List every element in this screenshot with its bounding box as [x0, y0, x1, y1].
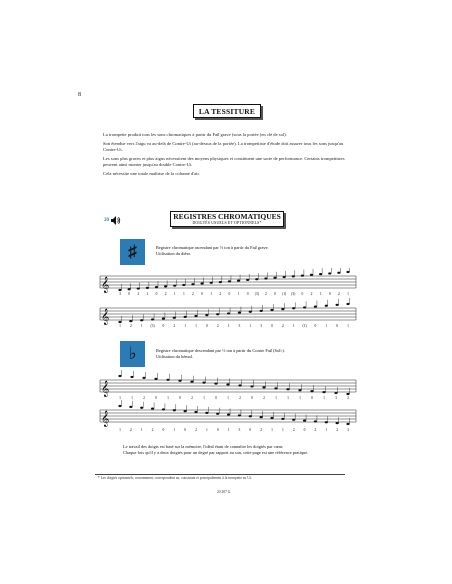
- note-head: [205, 314, 208, 316]
- note-head: [166, 379, 169, 381]
- speaker-icon: [111, 216, 121, 225]
- fingering-label: (3): [150, 324, 155, 328]
- note-head: [286, 388, 289, 390]
- fingering-label: 0: [215, 396, 217, 400]
- note-head: [237, 280, 240, 282]
- flat-icon: ♭: [128, 344, 137, 363]
- fingering-label: 2: [336, 428, 339, 432]
- fingering-label: 3: [347, 428, 349, 432]
- fingering-label: 3: [260, 324, 263, 328]
- note-head: [346, 393, 349, 395]
- descending-description: [156, 348, 356, 360]
- note-head: [270, 309, 273, 311]
- fingering-label: 0: [311, 396, 313, 400]
- fingering-label: (1): [282, 292, 287, 296]
- track-number: 20: [104, 218, 109, 223]
- fingering-label: 2: [173, 324, 176, 328]
- intro-text: [103, 132, 353, 177]
- note-head: [146, 287, 149, 289]
- ascending-description: [156, 245, 356, 257]
- treble-clef-icon: 𝄞: [101, 412, 110, 427]
- fingering-label: 2: [314, 428, 317, 432]
- note-head: [260, 310, 263, 312]
- fingering-label: 3: [238, 324, 241, 328]
- fingering-label: 1: [271, 428, 273, 432]
- note-head: [173, 317, 176, 319]
- note-head: [137, 287, 140, 289]
- fingering-label: 1: [140, 428, 143, 432]
- fingering-label: 0: [179, 396, 181, 400]
- fingering-label: 2: [129, 324, 132, 328]
- fingering-label: 1: [227, 396, 229, 400]
- note-head: [205, 412, 208, 414]
- note-head: [325, 305, 328, 307]
- note-head: [281, 418, 284, 420]
- descending-line-1: Registre chromatique descendant par ½ ton à partir du Contre Fa♯ (Sol♭).: [156, 348, 285, 353]
- fingering-label: 0: [228, 292, 231, 296]
- registres-subtitle: DOIGTÉS USUELS ET OPTIONNELS*: [192, 221, 262, 225]
- note-head: [194, 315, 197, 317]
- note-head: [142, 377, 145, 379]
- fingering-label: 2: [143, 396, 145, 400]
- fingering-label: 0: [216, 428, 219, 432]
- registres-box: [170, 211, 284, 227]
- fingering-label: 3: [119, 292, 121, 296]
- fingering-label: 1: [249, 324, 252, 328]
- note-head: [314, 305, 317, 307]
- fingering-label: 0: [328, 292, 331, 296]
- fingering-label: 1: [173, 292, 176, 296]
- fingering-label: 1: [131, 396, 133, 400]
- note-head: [178, 380, 181, 382]
- fingering-label: 1: [347, 292, 349, 296]
- note-head: [140, 319, 143, 321]
- fingering-label: 2: [347, 396, 349, 400]
- note-head: [155, 286, 158, 288]
- fingering-label: 0: [184, 428, 187, 432]
- fingering-label: 0: [274, 292, 276, 296]
- fingering-label: 0: [246, 292, 249, 296]
- note-head: [214, 382, 217, 384]
- note-head: [274, 387, 277, 389]
- fingering-label: 1: [195, 324, 197, 328]
- fingering-label: 1: [299, 396, 301, 400]
- fingering-label: 2: [219, 292, 222, 296]
- fingering-label: 0: [162, 324, 165, 328]
- note-head: [140, 407, 143, 409]
- fingering-label: 0: [162, 428, 165, 432]
- fingering-label: 1: [275, 396, 277, 400]
- note-head: [200, 282, 203, 284]
- fingering-label: (1): [302, 324, 307, 328]
- note-head: [325, 421, 328, 423]
- treble-clef-icon: 𝄞: [101, 278, 110, 293]
- fingering-label: 0: [201, 292, 203, 296]
- fingering-label: 0: [205, 324, 208, 328]
- fingering-label: 0: [271, 324, 273, 328]
- fingering-label: 1: [319, 292, 322, 296]
- note-head: [301, 275, 304, 277]
- fingering-label: 2: [195, 428, 197, 432]
- fingering-label: 1: [325, 324, 328, 328]
- note-head: [249, 415, 252, 417]
- note-head: [118, 405, 121, 407]
- fingering-label: 1: [227, 428, 230, 432]
- descending-staff-2: [98, 398, 358, 442]
- note-head: [118, 321, 121, 323]
- fingering-label: 0: [303, 428, 306, 432]
- note-head: [328, 272, 331, 274]
- note-head: [337, 272, 340, 274]
- fingering-label: 1: [210, 292, 213, 296]
- fingering-label: 2: [216, 324, 219, 328]
- fingering-label: 1: [281, 428, 284, 432]
- intro-paragraph: Son étendue vers l'aigu va au-delà de Contre-Ut (au-dessus de la portée). La trompettiste d'étude doit assurer tous les sons jusqu'au Contre-Ut.: [103, 141, 344, 152]
- intro-paragraph: Les sons plus graves et plus aigus nécessitent des moyens physiques et constituent une sorte de performance. Certains trompettistes peuvent ainsi monter jusqu'au double Contre-Ut.: [103, 156, 345, 167]
- note-head: [162, 408, 165, 410]
- note-head: [162, 317, 165, 319]
- note-head: [129, 320, 132, 322]
- note-head: [164, 285, 167, 287]
- note-head: [129, 406, 132, 408]
- fingering-label: 0: [249, 428, 252, 432]
- note-head: [184, 316, 187, 318]
- note-head: [228, 280, 231, 282]
- fingering-label: 0: [155, 396, 157, 400]
- fingering-label: 1: [119, 324, 121, 328]
- fingering-label: (3): [291, 292, 296, 296]
- footer-code: 20 287 G.: [217, 490, 232, 494]
- note-head: [298, 389, 301, 391]
- fingering-label: 1: [119, 428, 121, 432]
- note-head: [310, 274, 313, 276]
- note-head: [238, 384, 241, 386]
- outro-line-2: Chaque fois qu'il y a deux doigtés pour un degré par rapport au son, cette page est une référence pratique.: [123, 450, 309, 455]
- note-head: [264, 277, 267, 279]
- fingering-label: 2: [263, 396, 265, 400]
- fingering-label: 1: [325, 428, 328, 432]
- ascending-staff-2: [98, 296, 358, 336]
- fingering-label: 1: [292, 324, 295, 328]
- intro-paragraph: La trompette produit tous les sons chromatiques à partir du Fa♯ grave (sous la portée (en clé de sol).: [103, 132, 287, 137]
- fingering-label: 2: [129, 428, 132, 432]
- note-head: [216, 413, 219, 415]
- note-head: [283, 276, 286, 278]
- fingering-label: 2: [281, 324, 284, 328]
- fingering-label: 3: [335, 396, 337, 400]
- fingering-label: 1: [227, 324, 230, 328]
- note-head: [128, 288, 131, 290]
- note-head: [292, 419, 295, 421]
- note-head: [227, 413, 230, 415]
- fingering-label: 1: [205, 428, 208, 432]
- fingering-label: 3: [238, 428, 241, 432]
- note-head: [227, 312, 230, 314]
- page-number: 8: [78, 92, 81, 98]
- fingering-label: 2: [292, 428, 295, 432]
- note-head: [191, 283, 194, 285]
- note-head: [219, 281, 222, 283]
- note-head: [262, 386, 265, 388]
- note-head: [255, 278, 258, 280]
- note-head: [322, 391, 325, 393]
- fingering-label: 2: [337, 292, 340, 296]
- note-head: [118, 375, 121, 377]
- note-head: [226, 383, 229, 385]
- note-head: [182, 284, 185, 286]
- fingering-label: 1: [184, 324, 187, 328]
- note-head: [292, 275, 295, 277]
- fingering-label: (3): [254, 292, 259, 296]
- fingering-label: 1: [237, 292, 240, 296]
- note-head: [346, 423, 349, 425]
- fingering-label: 1: [287, 396, 289, 400]
- fingering-label: 1: [167, 396, 169, 400]
- fingering-label: 2: [260, 428, 263, 432]
- ascending-line-1: Registre chromatique ascendant par ½ ton à partir du Fa♯ grave.: [156, 245, 269, 250]
- fingering-label: 1: [203, 396, 205, 400]
- fingering-label: 2: [239, 396, 241, 400]
- note-head: [151, 318, 154, 320]
- treble-clef-icon: 𝄞: [101, 382, 110, 397]
- note-head: [319, 273, 322, 275]
- note-head: [118, 289, 121, 291]
- fingering-label: 2: [151, 428, 154, 432]
- treble-clef-icon: 𝄞: [101, 310, 110, 325]
- page-title: LA TESSITURE: [198, 106, 256, 116]
- note-head: [173, 409, 176, 411]
- note-head: [250, 385, 253, 387]
- footnote-rule: [95, 474, 345, 475]
- note-head: [216, 313, 219, 315]
- fingering-label: 1: [323, 396, 325, 400]
- fingering-label: 1: [140, 324, 143, 328]
- fingering-label: 0: [301, 292, 304, 296]
- fingering-label: 1: [347, 324, 349, 328]
- note-head: [238, 311, 241, 313]
- section-title-box: [193, 104, 261, 118]
- note-head: [336, 304, 339, 306]
- note-head: [334, 392, 337, 394]
- fingering-label: 0: [336, 324, 339, 328]
- note-head: [130, 376, 133, 378]
- outro-text: [123, 444, 333, 456]
- note-head: [238, 414, 241, 416]
- fingering-label: 2: [191, 396, 193, 400]
- ascending-line-2: Utilisation du dièse.: [156, 251, 192, 256]
- fingering-label: 0: [155, 292, 158, 296]
- note-head: [336, 422, 339, 424]
- registres-title: REGISTRES CHROMATIQUES: [173, 212, 281, 221]
- note-head: [281, 308, 284, 310]
- note-head: [210, 282, 213, 284]
- sharp-icon: ♯: [128, 242, 137, 261]
- fingering-label: 2: [265, 292, 267, 296]
- note-head: [310, 390, 313, 392]
- note-head: [151, 407, 154, 409]
- fingering-label: 1: [146, 292, 149, 296]
- fingering-label: 1: [119, 396, 121, 400]
- note-head: [346, 303, 349, 305]
- fingering-label: 1: [182, 292, 185, 296]
- note-head: [303, 306, 306, 308]
- fingering-label: 0: [251, 396, 253, 400]
- fingering-label: 1: [173, 428, 176, 432]
- note-head: [154, 378, 157, 380]
- note-head: [346, 271, 349, 273]
- fingering-label: 2: [137, 292, 140, 296]
- fingering-label: 0: [314, 324, 317, 328]
- outro-line-1: Le travail des doigts est basé sur la mémoire, l'idéal étant de connaître les doigtés par cœur.: [123, 444, 284, 449]
- note-head: [273, 277, 276, 279]
- note-head: [194, 411, 197, 413]
- note-head: [270, 417, 273, 419]
- note-head: [249, 311, 252, 313]
- note-head: [303, 419, 306, 421]
- intro-paragraph: Cela nécessite une totale maîtrise de la colonne d'air.: [103, 171, 200, 176]
- fingering-label: 2: [164, 292, 167, 296]
- note-head: [246, 279, 249, 281]
- note-head: [292, 307, 295, 309]
- fingering-label: 0: [128, 292, 131, 296]
- flat-symbol-box: [120, 341, 145, 367]
- fingering-label: 2: [192, 292, 194, 296]
- note-head: [260, 416, 263, 418]
- note-head: [314, 420, 317, 422]
- footnote: * Les doigtés optionnels, couramment, correspondent au, consistant et principalement à la trompette en Ut.: [98, 476, 252, 480]
- note-head: [184, 410, 187, 412]
- note-head: [173, 285, 176, 287]
- fingering-label: 2: [310, 292, 313, 296]
- descending-line-2: Utilisation du bémol.: [156, 354, 194, 359]
- note-head: [190, 381, 193, 383]
- sharp-symbol-box: [120, 239, 145, 265]
- note-head: [202, 382, 205, 384]
- audio-track[interactable]: [104, 216, 121, 225]
